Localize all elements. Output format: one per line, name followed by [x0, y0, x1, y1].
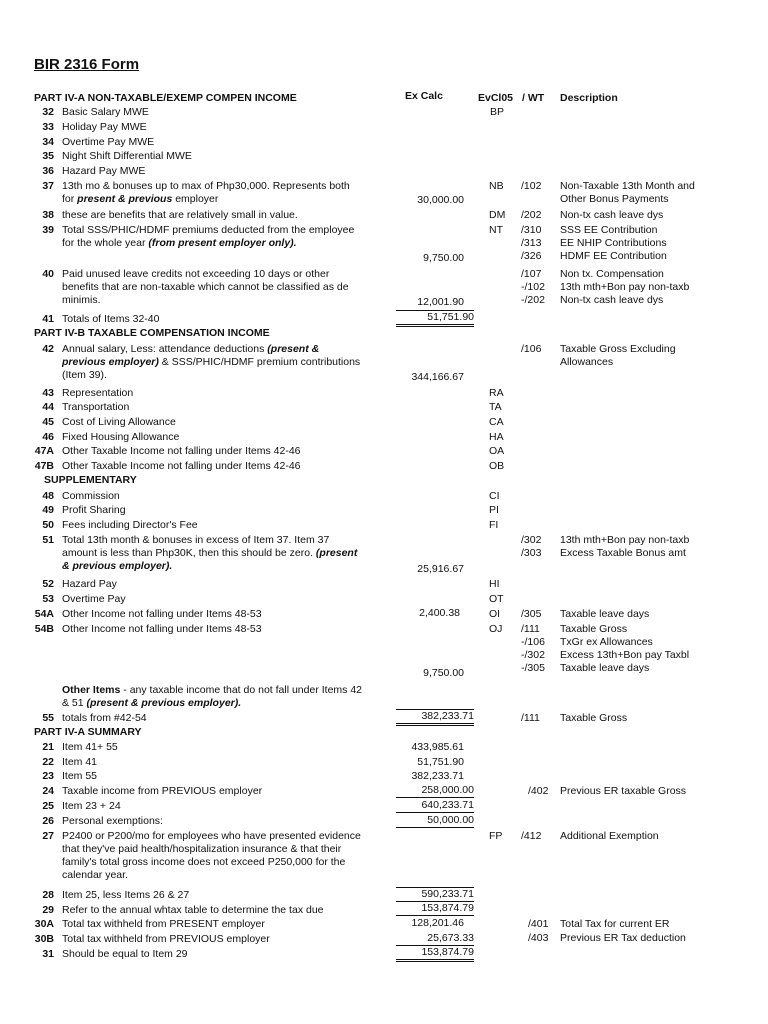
- item-description: Transportation: [62, 401, 130, 413]
- item-code-description: Taxable Gross: [560, 712, 628, 724]
- section-heading-supplementary: SUPPLEMENTARY: [44, 474, 137, 486]
- item-description: Paid unused leave credits not exceeding 10 days or other: [62, 268, 330, 280]
- item-description: for present & previous employer: [62, 193, 219, 205]
- item-code: PI: [489, 504, 499, 516]
- item-code: TA: [489, 401, 502, 413]
- item-code: CI: [489, 490, 500, 502]
- item-amount: 344,166.67: [411, 371, 464, 383]
- item-number: 38: [42, 209, 54, 221]
- item-description: Fees including Director's Fee: [62, 519, 198, 531]
- item-code: NT: [489, 224, 503, 236]
- item-description: Profit Sharing: [62, 504, 126, 516]
- item-number: 54A: [34, 608, 54, 620]
- item-number: 29: [42, 904, 54, 916]
- item-wt-code: /313: [521, 237, 542, 249]
- item-description: Cost of Living Allowance: [62, 416, 176, 428]
- item-code: NB: [489, 180, 504, 192]
- item-description: Total tax withheld from PREVIOUS employer: [62, 933, 270, 945]
- item-description: Other Taxable Income not falling under Items 42-46: [62, 460, 301, 472]
- item-code: DM: [489, 209, 506, 221]
- item-description: Item 41: [62, 756, 98, 768]
- item-amount: 433,985.61: [411, 741, 464, 753]
- item-number: 49: [42, 504, 54, 516]
- item-number: 21: [42, 741, 54, 753]
- item-wt-code: /302: [521, 534, 542, 546]
- item-number: 50: [42, 519, 54, 531]
- item-description: for the whole year (from present employer only).: [62, 237, 297, 249]
- item-code-description: EE NHIP Contributions: [560, 237, 667, 249]
- item-description: Total SSS/PHIC/HDMF premiums deducted from the employee: [62, 224, 355, 236]
- item-amount-total: 153,874.79: [396, 945, 474, 962]
- item-number: 51: [42, 534, 54, 546]
- other-items-note: & 51 (present & previous employer).: [62, 697, 242, 709]
- item-code: OJ: [489, 623, 503, 635]
- item-wt-code: /403: [528, 932, 549, 944]
- item-code-description: Non tx. Compensation: [560, 268, 664, 280]
- item-code-description: TxGr ex Allowances: [560, 636, 653, 648]
- item-code: HI: [489, 578, 500, 590]
- item-wt-code: /310: [521, 224, 542, 236]
- item-wt-code: /111: [521, 712, 540, 724]
- item-number: 24: [42, 785, 54, 797]
- item-number: 22: [42, 756, 54, 768]
- item-amount: 9,750.00: [423, 252, 464, 264]
- item-wt-code: /401: [528, 918, 549, 930]
- item-number: 44: [42, 401, 54, 413]
- column-header-description: Description: [560, 92, 618, 104]
- item-description: & previous employer).: [62, 560, 173, 572]
- item-description: Totals of Items 32-40: [62, 313, 160, 325]
- item-code-description: 13th mth+Bon pay non-taxb: [560, 281, 690, 293]
- item-description: Item 23 + 24: [62, 800, 121, 812]
- section-heading-summary: PART IV-A SUMMARY: [34, 726, 142, 738]
- item-code-description: Non-tx cash leave dys: [560, 294, 664, 306]
- item-number: 41: [42, 313, 54, 325]
- item-code-description: Non-tx cash leave dys: [560, 209, 664, 221]
- section-heading-part-iv-a: PART IV-A NON-TAXABLE/EXEMP COMPEN INCOME: [34, 92, 297, 104]
- item-amount: 640,233.71: [396, 799, 474, 813]
- item-description: Hazard Pay: [62, 578, 117, 590]
- item-description: Fixed Housing Allowance: [62, 431, 180, 443]
- item-number: 34: [42, 136, 54, 148]
- item-code: RA: [489, 387, 504, 399]
- item-amount: 382,233.71: [411, 770, 464, 782]
- item-number: 32: [42, 106, 54, 118]
- item-description: Total 13th month & bonuses in excess of Item 37. Item 37: [62, 534, 330, 546]
- item-wt-code: -/102: [521, 281, 545, 293]
- column-header-evcl: EvCl05: [478, 92, 514, 104]
- item-number: 47B: [34, 460, 54, 472]
- item-number: 53: [42, 593, 54, 605]
- item-number: 55: [42, 712, 54, 724]
- item-number: 46: [42, 431, 54, 443]
- column-header-ex-calc: Ex Calc: [405, 90, 443, 102]
- item-number: 40: [42, 268, 54, 280]
- item-code-description: Allowances: [560, 356, 614, 368]
- item-code-description: Other Bonus Payments: [560, 193, 669, 205]
- item-code-description: Previous ER taxable Gross: [560, 785, 687, 797]
- item-amount: 258,000.00: [396, 784, 474, 798]
- item-wt-code: -/302: [521, 649, 545, 661]
- item-wt-code: /202: [521, 209, 542, 221]
- item-code: HA: [489, 431, 504, 443]
- item-code: BP: [490, 106, 505, 118]
- item-number: 52: [42, 578, 54, 590]
- section-heading-part-iv-b: PART IV-B TAXABLE COMPENSATION INCOME: [34, 327, 270, 339]
- item-number: 48: [42, 490, 54, 502]
- item-description: Overtime Pay: [62, 593, 126, 605]
- item-code-description: Taxable Gross: [560, 623, 628, 635]
- item-number: 36: [42, 165, 54, 177]
- item-amount: 2,400.38: [419, 607, 460, 619]
- item-code-description: Excess Taxable Bonus amt: [560, 547, 686, 559]
- item-description: Representation: [62, 387, 134, 399]
- item-wt-code: /305: [521, 608, 542, 620]
- item-code: OT: [489, 593, 504, 605]
- item-amount-total: 382,233.71: [396, 709, 474, 726]
- page-title: BIR 2316 Form: [34, 56, 140, 73]
- item-amount: 50,000.00: [396, 814, 474, 828]
- item-code-description: Non-Taxable 13th Month and: [560, 180, 695, 192]
- item-wt-code: /402: [528, 785, 549, 797]
- item-amount: 30,000.00: [417, 194, 464, 206]
- item-amount: 153,874.79: [396, 902, 474, 916]
- item-code-description: 13th mth+Bon pay non-taxb: [560, 534, 690, 546]
- item-code-description: Taxable Gross Excluding: [560, 343, 676, 355]
- item-wt-code: -/106: [521, 636, 545, 648]
- item-code: FP: [489, 830, 503, 842]
- item-description: Overtime Pay MWE: [62, 136, 155, 148]
- item-wt-code: /106: [521, 343, 542, 355]
- item-number: 28: [42, 889, 54, 901]
- item-description: Basic Salary MWE: [62, 106, 149, 118]
- item-description: Should be equal to Item 29: [62, 948, 188, 960]
- item-number: 27: [42, 830, 54, 842]
- item-description: Item 55: [62, 770, 98, 782]
- item-wt-code: /102: [521, 180, 542, 192]
- item-code: FI: [489, 519, 499, 531]
- item-wt-code: -/305: [521, 662, 545, 674]
- item-code-description: Taxable leave days: [560, 662, 650, 674]
- item-description: family's total gross income does not exceed P250,000 for the: [62, 856, 346, 868]
- item-description: Total tax withheld from PRESENT employer: [62, 918, 265, 930]
- item-description: benefits that are non-taxable which cannot be classified as de: [62, 281, 349, 293]
- item-code: OI: [489, 608, 501, 620]
- item-number: 30A: [34, 918, 54, 930]
- item-amount: 590,233.71: [396, 887, 474, 902]
- item-description: Item 41+ 55: [62, 741, 118, 753]
- item-number: 39: [42, 224, 54, 236]
- item-description: totals from #42-54: [62, 712, 147, 724]
- item-number: 37: [42, 180, 54, 192]
- item-description: Holiday Pay MWE: [62, 121, 147, 133]
- item-description: Refer to the annual whtax table to determine the tax due: [62, 904, 324, 916]
- item-number: 33: [42, 121, 54, 133]
- item-code-description: SSS EE Contribution: [560, 224, 658, 236]
- item-description: that they've paid health/hospitalization insurance & that their: [62, 843, 342, 855]
- item-description: Taxable income from PREVIOUS employer: [62, 785, 263, 797]
- item-number: 30B: [34, 933, 54, 945]
- item-description: Commission: [62, 490, 120, 502]
- item-number: 26: [42, 815, 54, 827]
- item-number: 45: [42, 416, 54, 428]
- item-code: OB: [489, 460, 505, 472]
- item-description: these are benefits that are relatively small in value.: [62, 209, 298, 221]
- item-amount: 25,916.67: [417, 563, 464, 575]
- item-number: 23: [42, 770, 54, 782]
- item-description: 13th mo & bonuses up to max of Php30,000. Represents both: [62, 180, 350, 192]
- item-wt-code: -/202: [521, 294, 545, 306]
- item-code-description: Taxable leave days: [560, 608, 650, 620]
- item-code-description: HDMF EE Contribution: [560, 250, 667, 262]
- column-header-wt: / WT: [522, 92, 545, 104]
- item-description: Other Taxable Income not falling under Items 42-46: [62, 445, 301, 457]
- item-code: CA: [489, 416, 504, 428]
- item-code: OA: [489, 445, 505, 457]
- item-wt-code: /107: [521, 268, 542, 280]
- other-items-note: Other Items - any taxable income that do not fall under Items 42: [62, 684, 362, 696]
- item-description: Hazard Pay MWE: [62, 165, 146, 177]
- item-description: Other Income not falling under Items 48-53: [62, 608, 262, 620]
- item-amount: 25,673.33: [396, 932, 474, 946]
- item-amount: 51,751.90: [417, 756, 464, 768]
- item-amount-total: 51,751.90: [396, 310, 474, 327]
- item-wt-code: /412: [521, 830, 542, 842]
- item-number: 25: [42, 800, 54, 812]
- item-description: P2400 or P200/mo for employees who have presented evidence: [62, 830, 361, 842]
- item-number: 47A: [34, 445, 54, 457]
- item-description: amount is less than Php30K, then this should be zero. (present: [62, 547, 358, 559]
- item-number: 35: [42, 150, 54, 162]
- item-wt-code: /303: [521, 547, 542, 559]
- item-amount: 128,201.46: [411, 917, 464, 929]
- item-description: calendar year.: [62, 869, 128, 881]
- item-number: 54B: [34, 623, 54, 635]
- item-description: Annual salary, Less: attendance deductions (present &: [62, 343, 320, 355]
- item-amount: 9,750.00: [423, 667, 464, 679]
- item-amount: 12,001.90: [417, 296, 464, 308]
- item-description: (Item 39).: [62, 369, 107, 381]
- item-wt-code: /326: [521, 250, 542, 262]
- item-code-description: Total Tax for current ER: [560, 918, 670, 930]
- item-description: Night Shift Differential MWE: [62, 150, 192, 162]
- item-code-description: Excess 13th+Bon pay Taxbl: [560, 649, 690, 661]
- item-description: Item 25, less Items 26 & 27: [62, 889, 190, 901]
- item-description: Other Income not falling under Items 48-53: [62, 623, 262, 635]
- item-code-description: Previous ER Tax deduction: [560, 932, 686, 944]
- item-number: 42: [42, 343, 54, 355]
- item-description: Personal exemptions:: [62, 815, 163, 827]
- item-number: 43: [42, 387, 54, 399]
- item-code-description: Additional Exemption: [560, 830, 659, 842]
- item-wt-code: /111: [521, 623, 540, 635]
- item-description: minimis.: [62, 294, 101, 306]
- item-description: previous employer) & SSS/PHIC/HDMF premium contributions: [62, 356, 361, 368]
- item-number: 31: [42, 948, 54, 960]
